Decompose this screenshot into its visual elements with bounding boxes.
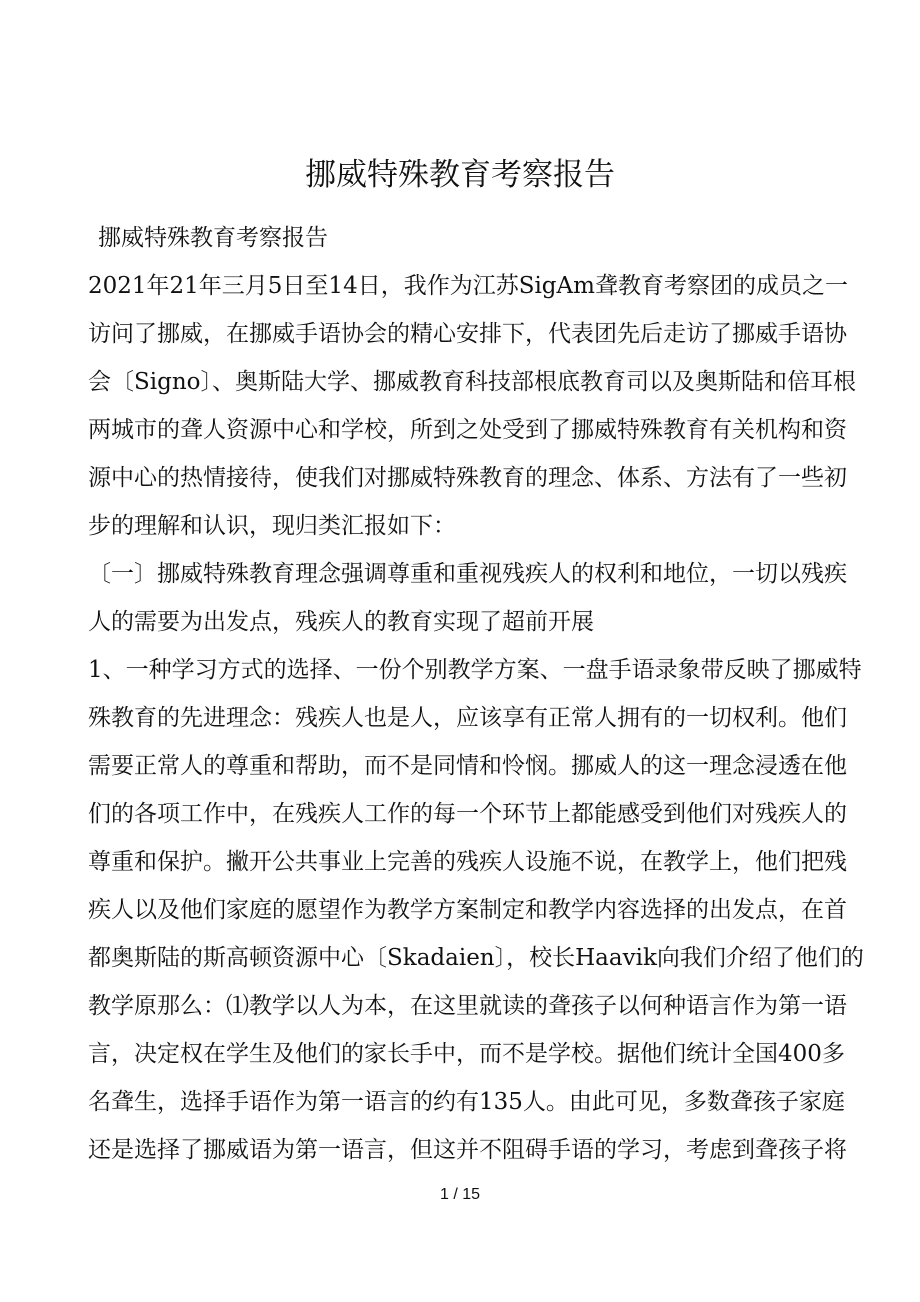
paragraph-line: 殊教育的先进理念：残疾人也是人，应该享有正常人拥有的一切权利。他们 [88, 705, 847, 731]
paragraph-line: 人的需要为出发点，残疾人的教育实现了超前开展 [88, 609, 594, 635]
paragraph-line: 源中心的热情接待，使我们对挪威特殊教育的理念、体系、方法有了一些初 [88, 465, 847, 491]
paragraph-line: 言，决定权在学生及他们的家长手中，而不是学校。据他们统计全国400多 [88, 1041, 845, 1067]
paragraph-line: 步的理解和认识，现归类汇报如下： [88, 513, 456, 539]
paragraph-line: 访问了挪威，在挪威手语协会的精心安排下，代表团先后走访了挪威手语协 [88, 321, 847, 347]
paragraph-line: 们的各项工作中，在残疾人工作的每一个环节上都能感受到他们对残疾人的 [88, 801, 847, 827]
document-body [88, 262, 864, 1174]
paragraph-line: 需要正常人的尊重和帮助，而不是同情和怜悯。挪威人的这一理念浸透在他 [88, 753, 847, 779]
paragraph-line: 1、一种学习方式的选择、一份个别教学方案、一盘手语录象带反映了挪威特 [88, 657, 862, 683]
paragraph-line: 还是选择了挪威语为第一语言，但这并不阻碍手语的学习，考虑到聋孩子将 [88, 1137, 847, 1163]
paragraph-line: 2021年21年三月5日至14日，我作为江苏SigAm聋教育考察团的成员之一 [88, 273, 848, 299]
document-subtitle: 挪威特殊教育考察报告 [98, 225, 328, 251]
paragraph-line: 名聋生，选择手语作为第一语言的约有135人。由此可见，多数聋孩子家庭 [88, 1089, 845, 1115]
page-number: 1 / 15 [439, 1186, 481, 1203]
paragraph-line: 会〔Signo〕、奥斯陆大学、挪威教育科技部根底教育司以及奥斯陆和倍耳根 [88, 369, 856, 395]
paragraph-line: 疾人以及他们家庭的愿望作为教学方案制定和教学内容选择的出发点，在首 [88, 897, 847, 923]
paragraph-line: 都奥斯陆的斯高顿资源中心〔Skadaien〕，校长Haavik向我们介绍了他们的 [88, 945, 864, 971]
paragraph-line: 教学原那么：⑴教学以人为本，在这里就读的聋孩子以何种语言作为第一语 [88, 993, 847, 1019]
paragraph-line: 尊重和保护。撇开公共事业上完善的残疾人设施不说，在教学上，他们把残 [88, 849, 847, 875]
paragraph-line: 两城市的聋人资源中心和学校，所到之处受到了挪威特殊教育有关机构和资 [88, 417, 847, 443]
paragraph-line: 〔一〕挪威特殊教育理念强调尊重和重视残疾人的权利和地位，一切以残疾 [88, 561, 847, 587]
document-title: 挪威特殊教育考察报告 [305, 157, 615, 193]
